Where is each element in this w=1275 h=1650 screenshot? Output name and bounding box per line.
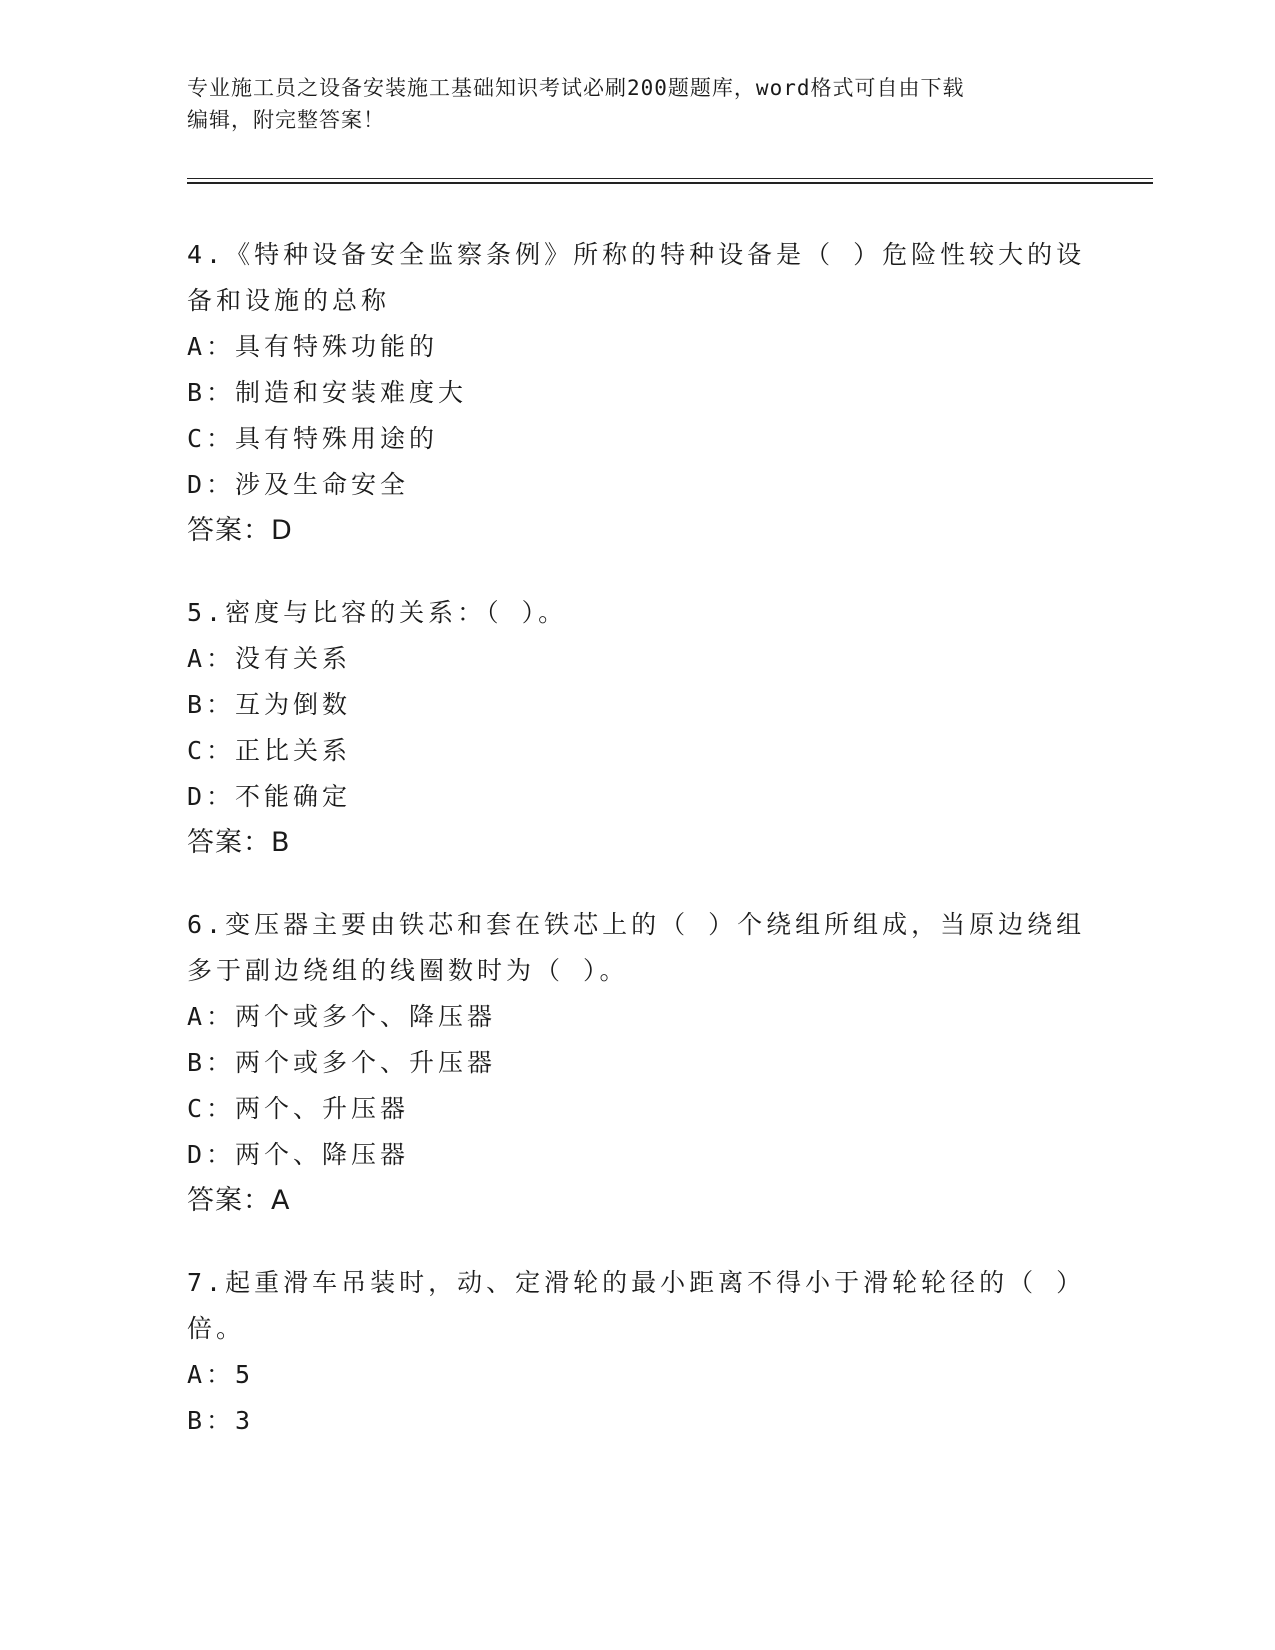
answer-label: 答案：B (187, 827, 291, 858)
answer-label: 答案：D (187, 515, 293, 546)
question-5 (187, 590, 1087, 866)
option-c: C：具有特殊用途的 (187, 424, 439, 453)
question-stem: 4.《特种设备安全监察条例》所称的特种设备是（ ）危险性较大的设 (187, 240, 1086, 269)
header-divider-thick (187, 182, 1153, 184)
option-a: A：具有特殊功能的 (187, 332, 439, 361)
option-b: B：互为倒数 (187, 690, 352, 719)
option-d: D：不能确定 (187, 782, 352, 811)
question-stem-continued: 多于副边绕组的线圈数时为（ ）。 (187, 956, 629, 985)
option-d: D：涉及生命安全 (187, 470, 410, 499)
option-c: C：正比关系 (187, 736, 352, 765)
question-stem: 5.密度与比容的关系：（ ）。 (187, 598, 568, 627)
option-b: B：制造和安装难度大 (187, 378, 468, 407)
question-stem-continued: 倍。 (187, 1314, 246, 1343)
question-7 (187, 1260, 1087, 1444)
header-line-1: 专业施工员之设备安装施工基础知识考试必刷200题题库，word格式可自由下载 (187, 76, 965, 100)
header-divider-thin (187, 178, 1153, 179)
option-a: A：5 (187, 1360, 255, 1389)
question-stem-continued: 备和设施的总称 (187, 286, 391, 315)
option-b: B：两个或多个、升压器 (187, 1048, 497, 1077)
option-d: D：两个、降压器 (187, 1140, 410, 1169)
document-header (187, 72, 1067, 136)
question-stem: 6.变压器主要由铁芯和套在铁芯上的（ ）个绕组所组成，当原边绕组 (187, 910, 1086, 939)
answer-label: 答案：A (187, 1185, 291, 1216)
question-4 (187, 232, 1087, 554)
question-stem: 7.起重滑车吊装时，动、定滑轮的最小距离不得小于滑轮轮径的（ ） (187, 1268, 1086, 1297)
question-6 (187, 902, 1087, 1224)
option-c: C：两个、升压器 (187, 1094, 410, 1123)
option-a: A：两个或多个、降压器 (187, 1002, 497, 1031)
option-b: B：3 (187, 1406, 255, 1435)
header-line-2: 编辑，附完整答案！ (187, 108, 385, 132)
question-list (187, 232, 1087, 1480)
option-a: A：没有关系 (187, 644, 352, 673)
